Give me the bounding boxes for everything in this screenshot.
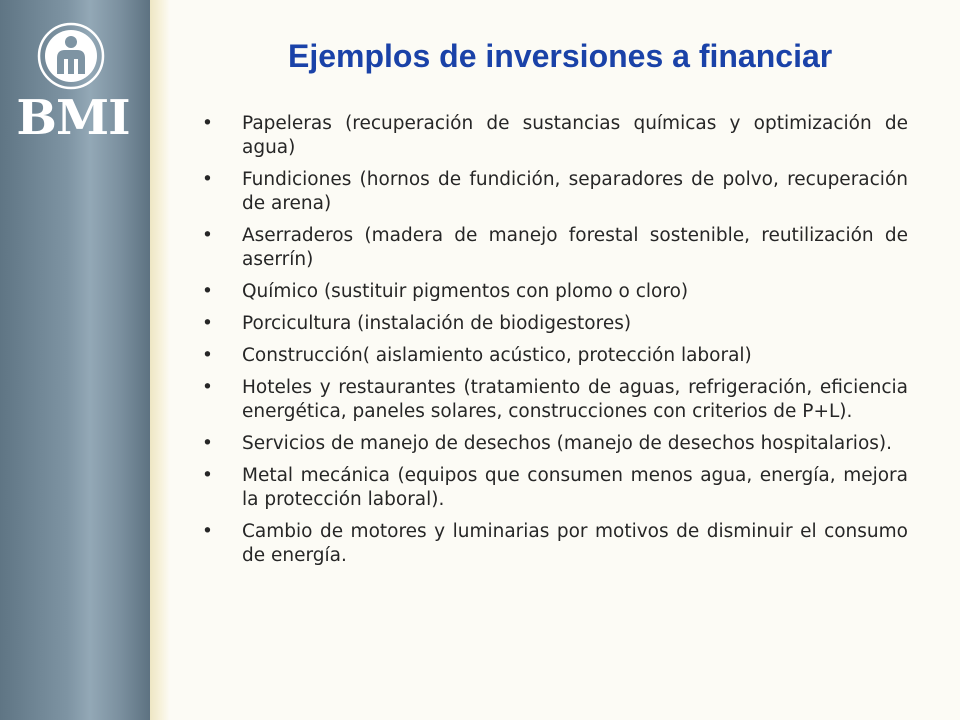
list-item [202,312,908,336]
list-item-text: Cambio de motores y luminarias por motivos de disminuir el consumo de energía. [242,521,908,566]
list-item-text: Hoteles y restaurantes (tratamiento de aguas, refrigeración, eficiencia energética, paneles solares, construcciones con criterios de P+L). [242,377,908,422]
list-item-text: Metal mecánica (equipos que consumen menos agua, energía, mejora la protección laboral). [242,465,908,510]
list-item [202,376,908,424]
list-item [202,464,908,512]
list-item-text: Papeleras (recuperación de sustancias químicas y optimización de agua) [242,113,908,158]
list-item [202,224,908,272]
sidebar [0,0,150,720]
person-in-circle-icon [37,22,105,90]
list-item [202,344,908,368]
list-item [202,280,908,304]
bullet-icon: • [202,225,213,246]
list-item [202,432,908,456]
bullet-icon: • [202,169,213,190]
bullet-icon: • [202,281,213,302]
list-item [202,168,908,216]
list-item-text: Aserraderos (madera de manejo forestal sostenible, reutilización de aserrín) [242,225,908,270]
brand-logo-text: BMI [16,90,130,146]
bullet-icon: • [202,521,213,542]
bullet-icon: • [202,377,213,398]
list-item [202,520,908,568]
bullet-icon: • [202,345,213,366]
bullet-icon: • [202,433,213,454]
sidebar-edge [150,0,170,720]
list-item-text: Fundiciones (hornos de fundición, separadores de polvo, recuperación de arena) [242,169,908,214]
list-item-text: Construcción( aislamiento acústico, protección laboral) [242,345,752,366]
bullet-icon: • [202,465,213,486]
slide-title: Ejemplos de inversiones a financiar [288,38,833,74]
list-item-text: Químico (sustituir pigmentos con plomo o cloro) [242,281,689,302]
list-item-text: Servicios de manejo de desechos (manejo de desechos hospitalarios). [242,433,893,454]
list-item [202,112,908,160]
list-item-text: Porcicultura (instalación de biodigestores) [242,313,632,334]
bullet-icon: • [202,113,213,134]
bullet-icon: • [202,313,213,334]
bullet-list [202,112,908,576]
